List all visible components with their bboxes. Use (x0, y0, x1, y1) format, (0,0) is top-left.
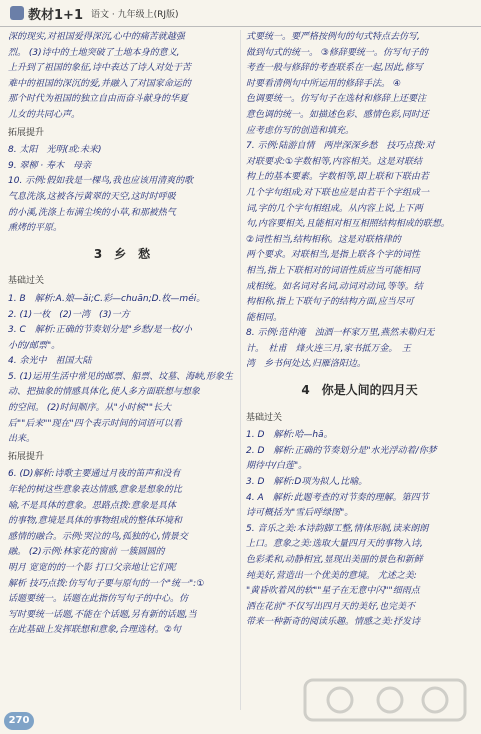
text-line: 诗可概括为"雪后呼绿图"。 (246, 508, 354, 519)
text-line: 色彩柔和,动静相宜,显现出美丽的景色和新鲜 (246, 555, 423, 565)
brand-title: 教材1+1 (28, 7, 83, 23)
section-heading: 基础过关 (8, 276, 45, 287)
text-line: 儿女的共同心声。 (8, 109, 81, 120)
text-line: 熏烤的平原。 (8, 223, 63, 234)
answer-6-continued (246, 30, 473, 139)
text-line: 动、把抽象的情感具体化,使人多方面联想与想象 (8, 387, 200, 398)
answer-7 (246, 139, 473, 326)
text-line: 句,内容要相关,且能相对相互相照结构相成的联想。 (246, 219, 450, 230)
text-line: 词,字的几个字句相组成。从内容上说,上下两 (246, 203, 423, 214)
text-line: 相当,指上下联相对的词语性质应当可能相同 (246, 265, 420, 276)
answer-8: 8. 太阳 光明(或:未来) (8, 145, 102, 156)
text-line: 气息洗涤,这被各污黄翠的天空,这时时呼吸 (8, 191, 176, 202)
text-line: 能相同。 (246, 312, 283, 323)
answer-2: 2. (1)一枚 (2)一湾 (3)一方 (8, 309, 130, 320)
text-line: 构相称,指上下联句子的结构方面,应当尽可 (246, 297, 414, 308)
text-line: 构上的基本要素。字数相等,即上联和下联由若 (246, 172, 429, 183)
answer-8-right (246, 326, 473, 373)
answer-5 (246, 522, 473, 631)
text-line: 做到句式的统一。 ③修辞要统一。仿写句子的 (246, 47, 428, 58)
text-line: 那个时代为祖国的独立自由而奋斗献身的华夏 (8, 94, 189, 105)
text-line: 小的/邮票"。 (8, 340, 61, 351)
text-line: 上升到了祖国的象征,诗中表达了诗人对处于苦 (8, 63, 191, 74)
text-line: 2. D 解析:正确的节奏划分是"水光浮动着/你梦 (246, 445, 437, 456)
text-line: 几个字句组成;对下联也应是由若干个字组成一 (246, 187, 430, 198)
text-line: 7. 示例:陆游自情 两岸深深乡愁 技巧点拨:对 (246, 141, 435, 152)
text-line: 4. A 解析:此题考查的对节奏的理解。第四节 (246, 492, 429, 503)
text-line: 话题要统一。话题在此指仿写句子的中心。仿 (8, 594, 189, 605)
answer-9: 9. 翠柳 · 寿木 母亲 (8, 160, 92, 171)
text-line: 后""后来""现在"四个表示时间的词语可以看 (8, 418, 182, 429)
text-line: 3. C 解析:正确的节奏划分是"乡愁/是一枚/小 (8, 325, 192, 336)
text-line: 的小溪,洗涤上布满尘埃的小草,和那被热气 (8, 207, 176, 218)
text-line: 年轮的树这些意象表达情感,意象是想象的比 (8, 485, 182, 496)
text-line: 10. 示例:假如我是一棵鸟,我也应该用清爽的歌 (8, 176, 194, 187)
text-line: 6. (D)解析:诗歌主要通过月夜的笛声和没有 (8, 469, 181, 480)
book-subtitle: 语文 · 九年级上(RJ版) (90, 9, 179, 20)
text-line: 8. 示例:范仲淹 浊酒一杯家万里,燕然未勒归无 (246, 328, 435, 339)
text-line: 纯美好,营造出一个优美的意境。 尤述之美: (246, 570, 417, 581)
text-line: 写时要统一话题,不能在个话题,另有新的话题,当 (8, 609, 197, 620)
text-line: 5. 音乐之美:本诗韵脚工整,情体形制,读来朗朗 (246, 523, 429, 534)
text-line: 色调要统一。仿写句子在选材和修辞上还要注 (246, 94, 427, 105)
answer-3 (8, 323, 236, 354)
text-line: 带来一种新奇的阅读乐趣。情感之美:抒发诗 (246, 617, 421, 628)
text-line: 的空间。 (2)时间顺序。从"小时候""长大 (8, 403, 172, 414)
answer-1: 1. D 解析:哈—hā。 (246, 430, 333, 441)
text-line: 烈。 (3)诗中的土地突破了土地本身的意义, (8, 47, 180, 58)
page-number: 270 (4, 712, 34, 730)
book-logo-icon (10, 6, 24, 20)
text-line: ②词性相当,结构相称。这是对联格律的 (246, 234, 401, 245)
page-header (0, 0, 481, 27)
section-heading: 拓展提升 (8, 451, 45, 462)
text-line: 上口。意象之美:选取大量四月天的事物入诗, (246, 539, 423, 550)
text-line: 喻,不是具体的意象。思路点拨:意象是具体 (8, 500, 176, 511)
chapter-title: 3 乡 愁 (93, 246, 151, 261)
text-line: 明月 宽宽的的一个影 打口父亲地让它们呢 (8, 563, 176, 573)
text-line: 两个要求。对联相当,是指上联各个字的词性 (246, 250, 420, 261)
watermark-logo-icon (300, 670, 470, 730)
right-column (246, 30, 473, 631)
text-line: 的事物,意境是具体的事物组成的整体环境和 (8, 516, 182, 527)
chapter-title: 4 你是人间的四月天 (301, 383, 418, 398)
text-line: 难中的祖国的深沉的爱,并融入了对国家命运的 (8, 78, 191, 89)
text-line: 解析 技巧点拨:仿写句子要与原句的一个"统一":① (8, 578, 205, 589)
text-line: 感情的融合。示例:哭泣的鸟,孤独的心,情景交 (8, 531, 188, 542)
text-line: 深的现实,对祖国爱得深沉,心中的痛苦就越强 (8, 32, 185, 42)
text-line: 计。 杜甫 烽火连三月,家书抵万金。 王 (246, 343, 411, 354)
text-line: 融。 (2)示例:林家花的窗前 一簇圆圆的 (8, 547, 165, 558)
text-line: 应考虑仿写的创造和填充。 (246, 125, 355, 136)
left-column (8, 30, 236, 639)
answer-4 (246, 491, 473, 522)
text-line: 湾 乡书何处达,归雁洛阳边。 (246, 359, 366, 370)
text-line: 成相统。如名词对名词,动词对动词,等等。结 (246, 281, 423, 292)
section-heading: 拓展提升 (8, 127, 45, 138)
text-line: 意色调的统一。如描述色彩、感情色彩,同时还 (246, 109, 429, 120)
answer-2 (246, 444, 473, 475)
text-line: 对联要求:①字数相等,内容相关。这是对联结 (246, 156, 422, 167)
text-line: 期待中/白莲"。 (246, 461, 308, 472)
text-line: 式要统一。要严格按例句的句式特点去仿写, (246, 32, 420, 42)
column-divider (240, 30, 241, 710)
text-line: 在此基础上发挥联想和意象,合理选材。②句 (8, 625, 181, 636)
answer-3: 3. D 解析:D项为拟人,比喻。 (246, 477, 368, 488)
answer-1: 1. B 解析:A.娘—ǎi;C.彩—chuān;D.枚—méi。 (8, 293, 206, 304)
answer-5 (8, 370, 236, 448)
text-line: "黄昏吹着风的软""星子在无意中闪""细雨点 (246, 586, 420, 597)
answer-6 (8, 467, 236, 639)
text-line: 5. (1)运用生活中常见的邮票、船票、坟墓、海峡,形象生 (8, 371, 234, 382)
section-heading: 基础过关 (246, 412, 283, 423)
text-line: 考查一般与修辞的考查联系在一起,因此,修写 (246, 63, 423, 74)
text-line: 时要看清例句中所运用的修辞手法。 ④ (246, 78, 401, 89)
answer-4: 4. 余光中 祖国大陆 (8, 356, 92, 367)
intro-answer (8, 30, 236, 124)
answer-10 (8, 174, 236, 236)
text-line: 洒在花前"不仅写出四月天的美好,也完美不 (246, 601, 416, 612)
text-line: 出来。 (8, 434, 36, 445)
